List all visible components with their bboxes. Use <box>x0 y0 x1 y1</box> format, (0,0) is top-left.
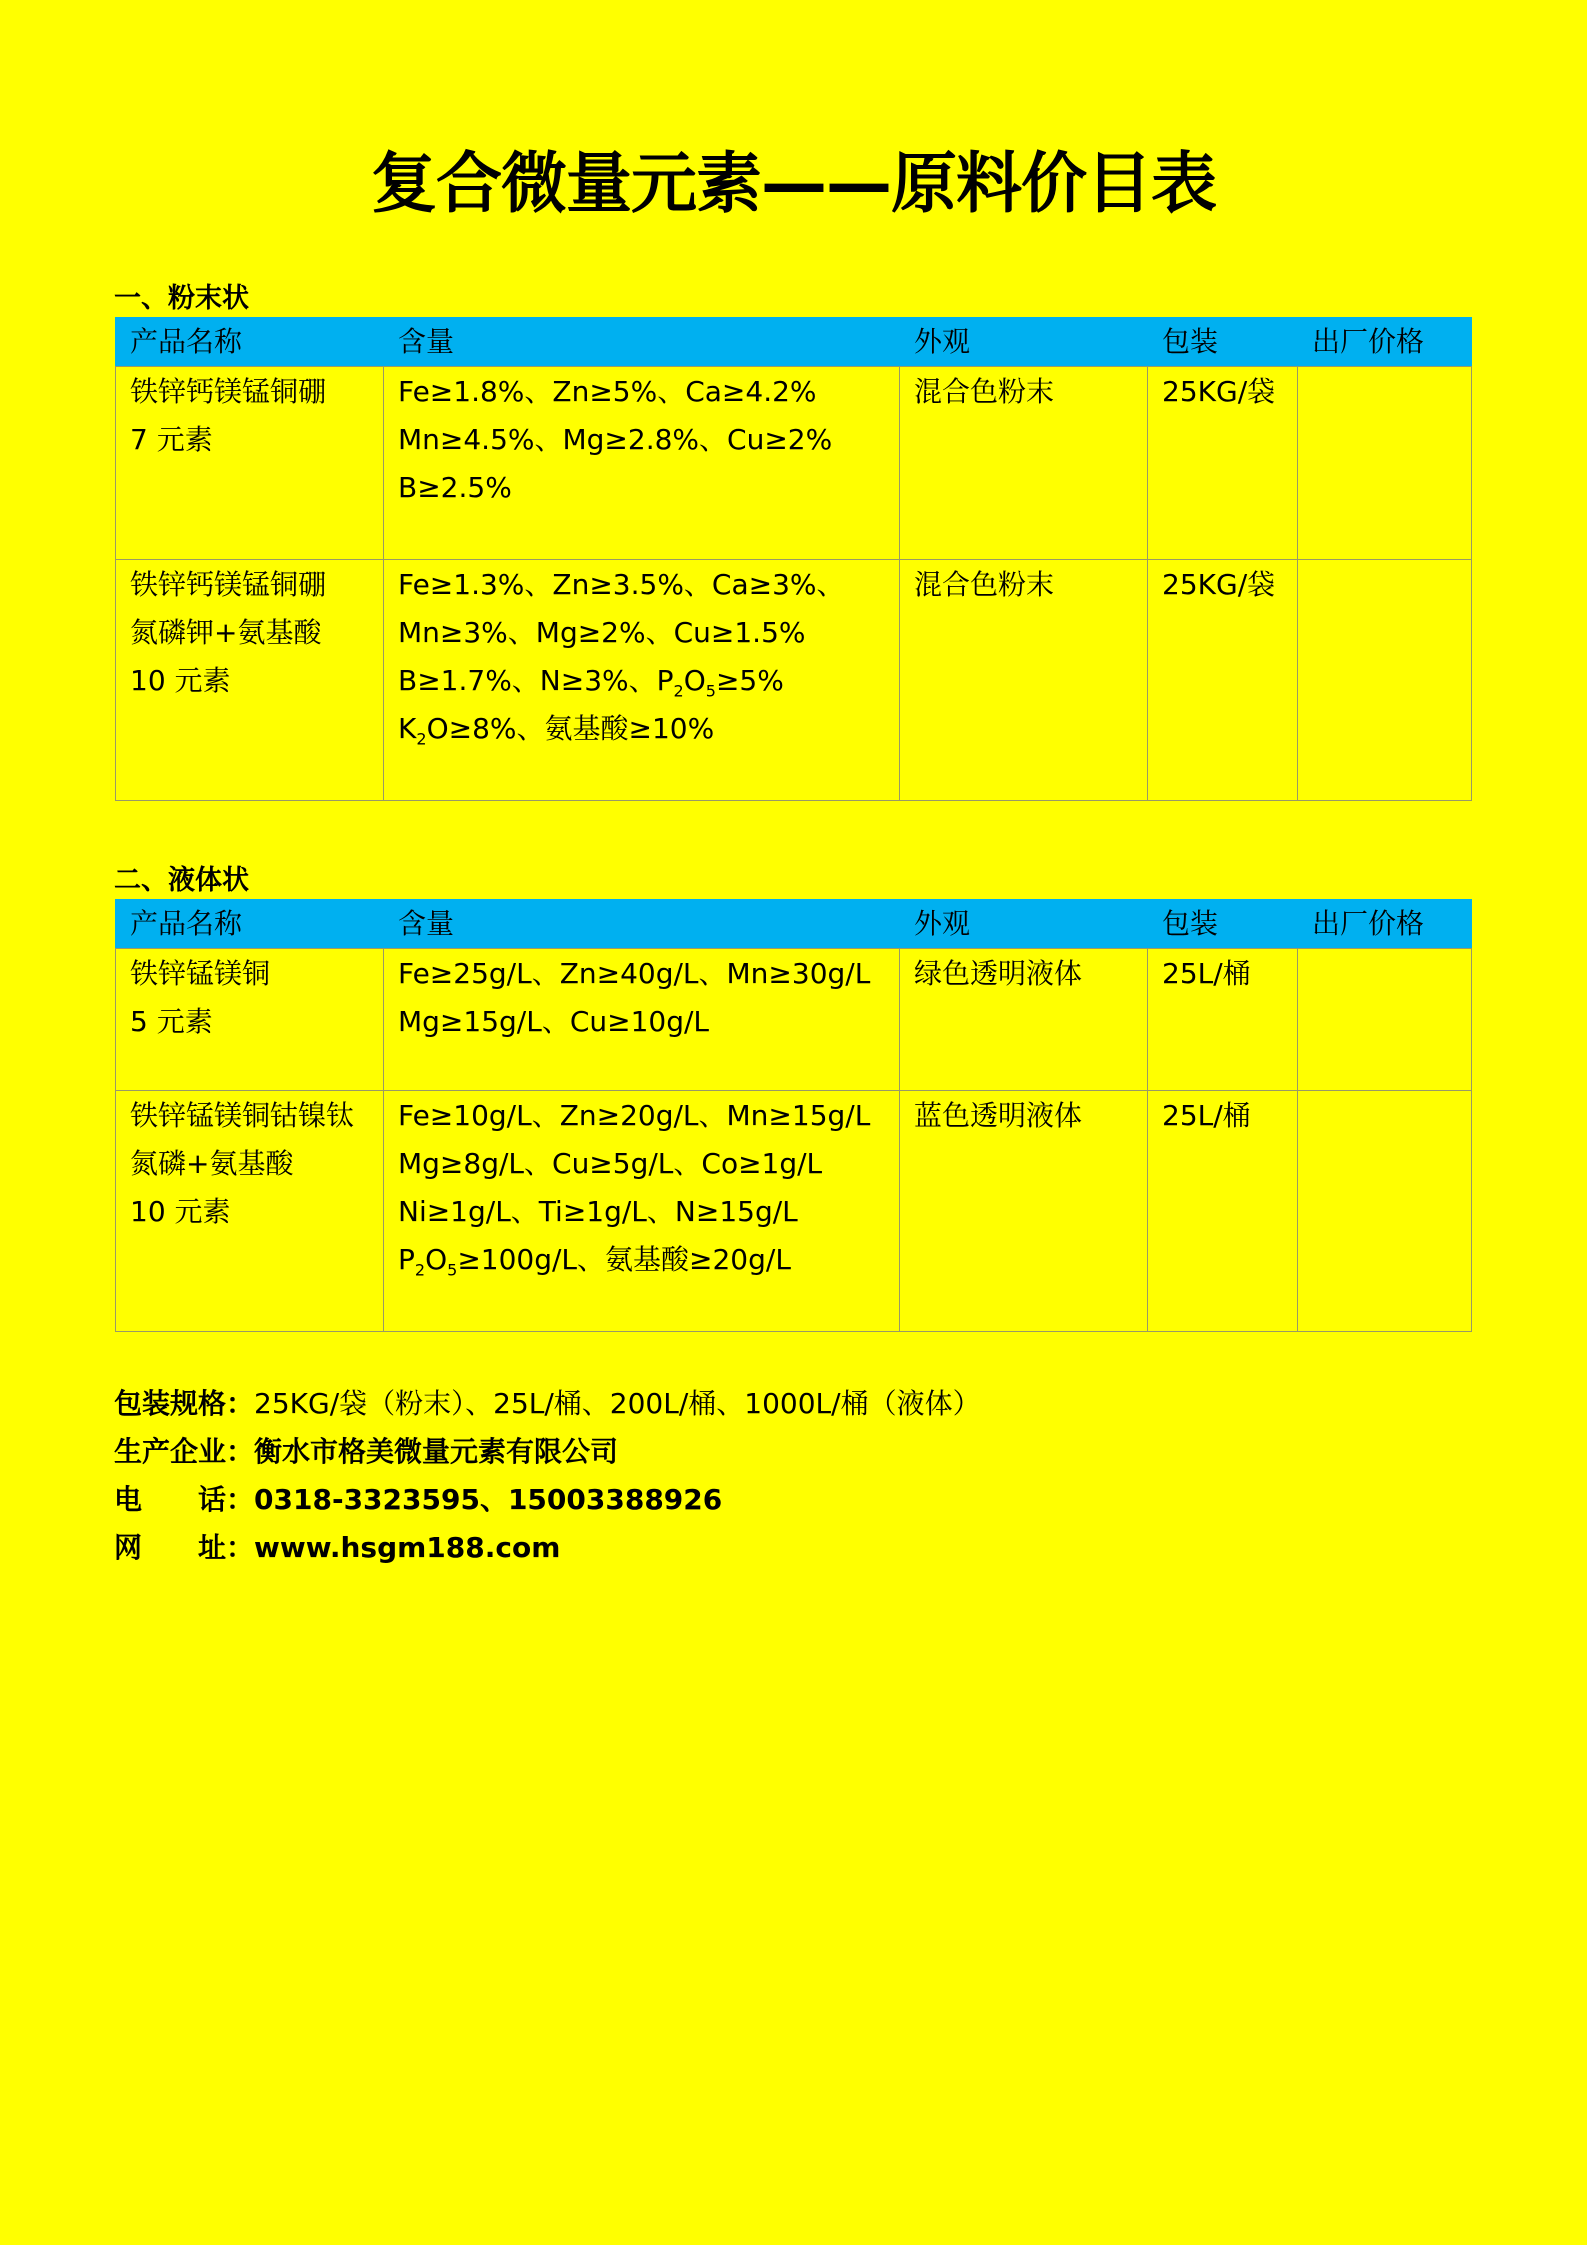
table-row <box>116 367 1472 560</box>
appearance-cell: 混合色粉末 <box>900 560 1148 801</box>
table-row <box>116 949 1472 1091</box>
table-row <box>116 1091 1472 1332</box>
appearance-cell: 混合色粉末 <box>900 367 1148 560</box>
table-header-row <box>116 318 1472 367</box>
price-cell <box>1298 1091 1472 1332</box>
company-value: 衡水市格美微量元素有限公司 <box>254 1435 619 1468</box>
price-cell <box>1298 367 1472 560</box>
appearance-cell: 蓝色透明液体 <box>900 1091 1148 1332</box>
phone-label: 电 话： <box>114 1483 255 1516</box>
packaging-spec-value: 25KG/袋（粉末）、25L/桶、200L/桶、1000L/桶（液体） <box>254 1387 981 1420</box>
phone-value: 0318-3323595、15003388926 <box>254 1483 723 1516</box>
company-info <box>114 1428 981 1476</box>
content-cell: Fe≥1.3%、Zn≥3.5%、Ca≥3%、 Mn≥3%、Mg≥2%、Cu≥1.5% B≥1.7%、N≥3%、$P_2O_5\ge 5\%$ $K_2O\ge 8\%$、氨基酸≥10% <box>384 560 900 801</box>
product-name-cell: 铁锌钙镁锰铜硼 7 元素 <box>116 367 384 560</box>
column-header-appearance: 外观 <box>900 900 1148 949</box>
phone-info <box>114 1476 981 1524</box>
powder-price-table <box>115 317 1472 801</box>
website-info <box>114 1524 981 1572</box>
section-heading-liquid: 二、液体状 <box>114 865 249 896</box>
footer-info <box>114 1380 981 1572</box>
column-header-packaging: 包装 <box>1148 318 1298 367</box>
table-row <box>116 560 1472 801</box>
column-header-packaging: 包装 <box>1148 900 1298 949</box>
column-header-price: 出厂价格 <box>1298 900 1472 949</box>
company-label: 生产企业： <box>114 1435 255 1468</box>
content-cell: Fe≥25g/L、Zn≥40g/L、Mn≥30g/L Mg≥15g/L、Cu≥10g/L <box>384 949 900 1091</box>
column-header-name: 产品名称 <box>116 900 384 949</box>
page-title: 复合微量元素——原料价目表 <box>371 145 1216 222</box>
packaging-spec-label: 包装规格： <box>114 1387 255 1420</box>
packaging-cell: 25L/桶 <box>1148 1091 1298 1332</box>
appearance-cell: 绿色透明液体 <box>900 949 1148 1091</box>
content-cell: Fe≥10g/L、Zn≥20g/L、Mn≥15g/L Mg≥8g/L、Cu≥5g/L、Co≥1g/L Ni≥1g/L、Ti≥1g/L、N≥15g/L $P_2O_5\ge 100g/L$、氨基酸≥20g/L <box>384 1091 900 1332</box>
product-name-cell: 铁锌锰镁铜钴镍钛 氮磷+氨基酸 10 元素 <box>116 1091 384 1332</box>
packaging-cell: 25L/桶 <box>1148 949 1298 1091</box>
price-cell <box>1298 949 1472 1091</box>
content-cell: Fe≥1.8%、Zn≥5%、Ca≥4.2% Mn≥4.5%、Mg≥2.8%、Cu≥2% B≥2.5% <box>384 367 900 560</box>
price-cell <box>1298 560 1472 801</box>
column-header-appearance: 外观 <box>900 318 1148 367</box>
column-header-content: 含量 <box>384 900 900 949</box>
table-header-row <box>116 900 1472 949</box>
website-link[interactable]: www.hsgm188.com <box>254 1531 561 1564</box>
liquid-price-table <box>115 899 1472 1332</box>
packaging-spec <box>114 1380 981 1428</box>
product-name-cell: 铁锌钙镁锰铜硼 氮磷钾+氨基酸 10 元素 <box>116 560 384 801</box>
section-heading-powder: 一、粉末状 <box>114 283 249 314</box>
column-header-name: 产品名称 <box>116 318 384 367</box>
packaging-cell: 25KG/袋 <box>1148 560 1298 801</box>
packaging-cell: 25KG/袋 <box>1148 367 1298 560</box>
product-name-cell: 铁锌锰镁铜 5 元素 <box>116 949 384 1091</box>
website-label: 网 址： <box>114 1531 255 1564</box>
column-header-price: 出厂价格 <box>1298 318 1472 367</box>
column-header-content: 含量 <box>384 318 900 367</box>
